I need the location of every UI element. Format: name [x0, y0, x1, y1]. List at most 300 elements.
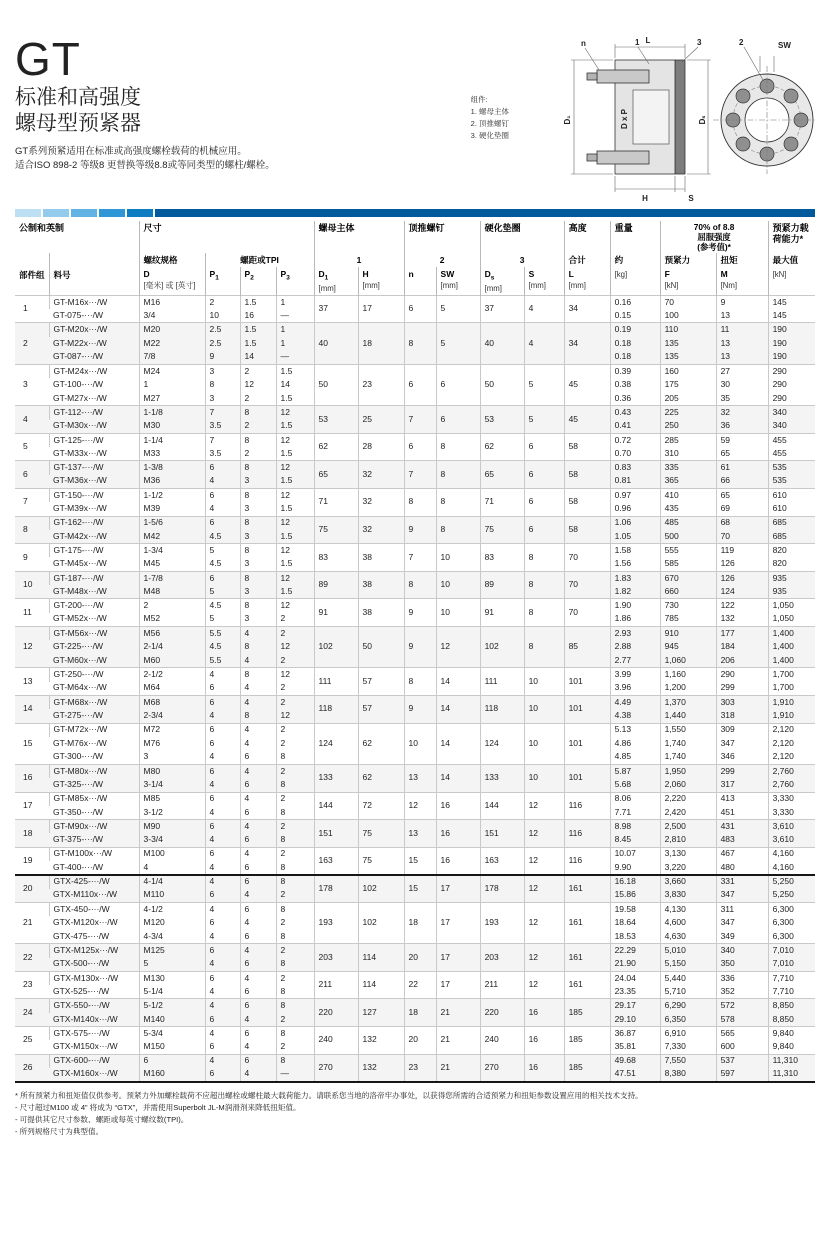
header-push-screws: 顶推螺钉 — [404, 221, 480, 253]
torque-m: 352 — [716, 985, 768, 999]
preload-f: 410 — [660, 489, 716, 503]
nut-body-h: 72 — [358, 792, 404, 820]
part-number: GT-350-···/W — [53, 806, 104, 817]
part-group-number: 17 — [15, 792, 49, 820]
nut-body-d1: 133 — [314, 764, 358, 792]
part-group-number: 22 — [15, 944, 49, 972]
pitch-p3: 1 — [276, 323, 314, 337]
pitch-p1: 6 — [205, 847, 240, 861]
max-capacity: 685 — [768, 530, 815, 544]
max-capacity: 935 — [768, 585, 815, 599]
torque-m: 65 — [716, 447, 768, 461]
pitch-p1: 6 — [205, 571, 240, 585]
table-row — [15, 433, 815, 447]
pitch-p1: 3 — [205, 364, 240, 378]
pitch-p3: 8 — [276, 806, 314, 820]
jackbolt-count-n: 12 — [404, 792, 436, 820]
pitch-p1: 6 — [205, 516, 240, 530]
part-number: GT-075-···/W — [53, 309, 104, 320]
total-height-l: 116 — [564, 820, 610, 848]
thread-size: M42 — [139, 530, 205, 544]
preload-f: 1,370 — [660, 695, 716, 709]
subtitle-line-2: 螺母型预紧器 — [15, 111, 141, 135]
pitch-p3: 1.5 — [276, 364, 314, 378]
washer-ds: 203 — [480, 944, 524, 972]
pitch-p1: 6 — [205, 916, 240, 930]
washer-ds: 91 — [480, 599, 524, 627]
nut-body-d1: 53 — [314, 406, 358, 434]
jackbolt-sw: 17 — [436, 971, 480, 999]
total-height-l: 58 — [564, 516, 610, 544]
nut-body-h: 32 — [358, 489, 404, 517]
torque-m: 32 — [716, 406, 768, 420]
col-num2: 2 — [404, 253, 480, 267]
legend-item-2: 2. 顶推螺钉 — [470, 118, 509, 128]
max-capacity: 290 — [768, 378, 815, 392]
jackbolt-top — [597, 70, 649, 83]
washer-s: 10 — [524, 695, 564, 723]
total-height-l: 58 — [564, 433, 610, 461]
part-group-number: 19 — [15, 847, 49, 875]
pitch-p2: 4 — [240, 764, 276, 778]
part-number: GT-M42x···/W — [49, 530, 139, 544]
col-part-group: 部件组 — [19, 269, 45, 280]
part-group-number: 20 — [15, 875, 49, 903]
jackbolt-count-n: 20 — [404, 1027, 436, 1055]
weight-kg: 10.07 — [610, 847, 660, 861]
pitch-p3: 2 — [276, 737, 314, 751]
torque-m: 431 — [716, 820, 768, 834]
col-num1: 1 — [314, 253, 404, 267]
washer-s: 10 — [524, 668, 564, 696]
weight-kg: 18.64 — [610, 916, 660, 930]
pitch-p3: 12 — [276, 571, 314, 585]
washer-ds: 37 — [480, 295, 524, 323]
part-group-number: 24 — [15, 999, 49, 1027]
max-capacity: 290 — [768, 364, 815, 378]
preload-f: 3,660 — [660, 875, 716, 889]
nut-body-d1: 178 — [314, 875, 358, 903]
nut-body-h: 28 — [358, 433, 404, 461]
thread-size: M60 — [139, 654, 205, 668]
pitch-p2: 3 — [240, 475, 276, 489]
total-height-l: 161 — [564, 875, 610, 903]
pitch-p3: 12 — [276, 489, 314, 503]
weight-kg: 2.77 — [610, 654, 660, 668]
part-group-number: 21 — [15, 902, 49, 943]
pitch-p2: 14 — [240, 351, 276, 365]
pitch-p1: 6 — [205, 971, 240, 985]
nut-body-d1: 270 — [314, 1054, 358, 1082]
weight-kg: 8.06 — [610, 792, 660, 806]
weight-kg: 7.71 — [610, 806, 660, 820]
preload-f: 5,440 — [660, 971, 716, 985]
preload-f: 910 — [660, 626, 716, 640]
preload-f: 5,710 — [660, 985, 716, 999]
torque-m: 290 — [716, 668, 768, 682]
pitch-p2: 2 — [240, 392, 276, 406]
nut-body-d1: 151 — [314, 820, 358, 848]
weight-kg: 1.90 — [610, 599, 660, 613]
nut-body-h: 102 — [358, 902, 404, 943]
part-number: GT-M80x···/W — [49, 764, 139, 778]
thread-size: 3-1/4 — [139, 778, 205, 792]
washer-s: 6 — [524, 516, 564, 544]
max-capacity: 935 — [768, 571, 815, 585]
colorbar-square-1 — [15, 209, 41, 217]
col-p1: $P_1$ — [205, 267, 240, 295]
part-number: GTX-475-···/W — [53, 930, 110, 941]
max-capacity: 145 — [768, 309, 815, 323]
pitch-p2: 4 — [240, 654, 276, 668]
nut-body-d1: 240 — [314, 1027, 358, 1055]
part-number: GT-M20x···/W — [49, 323, 139, 337]
weight-kg: 23.35 — [610, 985, 660, 999]
col-part-number: 料号 — [49, 253, 139, 295]
part-group-number: 18 — [15, 820, 49, 848]
max-capacity: 2,120 — [768, 751, 815, 765]
nut-body-h: 62 — [358, 723, 404, 764]
jackbolt-sw: 21 — [436, 1027, 480, 1055]
weight-kg: 5.87 — [610, 764, 660, 778]
max-capacity: 3,330 — [768, 806, 815, 820]
weight-kg: 0.41 — [610, 420, 660, 434]
pitch-p2: 4 — [240, 792, 276, 806]
weight-kg: 1.58 — [610, 544, 660, 558]
preload-f: 4,600 — [660, 916, 716, 930]
max-capacity: 9,840 — [768, 1027, 815, 1041]
part-group-13 — [15, 668, 815, 696]
washer-ds: 211 — [480, 971, 524, 999]
max-capacity: 820 — [768, 544, 815, 558]
table-row — [15, 902, 815, 916]
pitch-p3: 2 — [276, 847, 314, 861]
table-row — [15, 1054, 815, 1068]
pitch-p1: 7 — [205, 406, 240, 420]
part-number: GT-087-···/W — [49, 351, 139, 365]
nut-body-d1: 211 — [314, 971, 358, 999]
total-height-l: 185 — [564, 999, 610, 1027]
preload-f: 2,500 — [660, 820, 716, 834]
washer-ds: 40 — [480, 323, 524, 364]
pitch-p1: 4 — [205, 999, 240, 1013]
washer-ds: 193 — [480, 902, 524, 943]
thread-size: M48 — [139, 585, 205, 599]
pitch-p1: 4.5 — [205, 557, 240, 571]
washer-s: 10 — [524, 723, 564, 764]
torque-m: 177 — [716, 626, 768, 640]
part-group-11 — [15, 599, 815, 627]
total-height-l: 161 — [564, 971, 610, 999]
pitch-p1: 4 — [205, 985, 240, 999]
washer-s: 5 — [524, 364, 564, 405]
pitch-p1: 2.5 — [205, 323, 240, 337]
pitch-p2: 8 — [240, 668, 276, 682]
brand-colorbar — [15, 209, 815, 217]
pitch-p3: 2 — [276, 764, 314, 778]
thread-size: M33 — [139, 447, 205, 461]
table-row — [15, 944, 815, 958]
pitch-p2: 6 — [240, 985, 276, 999]
max-capacity: 1,700 — [768, 668, 815, 682]
spec-table — [15, 221, 815, 1083]
weight-kg: 0.36 — [610, 392, 660, 406]
table-row — [15, 820, 815, 834]
pitch-p1: 4 — [205, 833, 240, 847]
part-number: GT-M100x···/W — [49, 847, 139, 861]
pitch-p3: 8 — [276, 1054, 314, 1068]
legend-title: 组件: — [470, 94, 488, 104]
pitch-p3: 2 — [276, 971, 314, 985]
thread-size: M27 — [139, 392, 205, 406]
preload-f: 3,830 — [660, 889, 716, 903]
weight-kg: 5.13 — [610, 723, 660, 737]
pitch-p3: 2 — [276, 682, 314, 696]
footnote-2: - 尺寸超过M100 或 4” 将成为 “GTX”，并需使用Superbolt JL-M润滑剂来降低扭矩值。 — [15, 1102, 301, 1112]
max-capacity: 3,610 — [768, 833, 815, 847]
nut-body-h: 132 — [358, 1027, 404, 1055]
thread-size: 3-1/2 — [139, 806, 205, 820]
pitch-p1: 4 — [205, 502, 240, 516]
total-height-l: 185 — [564, 1027, 610, 1055]
nut-body-d1: 50 — [314, 364, 358, 405]
preload-f: 2,220 — [660, 792, 716, 806]
pitch-p3: 1.5 — [276, 585, 314, 599]
max-capacity: 610 — [768, 502, 815, 516]
pitch-p2: 3 — [240, 530, 276, 544]
preload-f: 6,290 — [660, 999, 716, 1013]
part-number: GT-250-···/W — [49, 668, 139, 682]
pitch-p1: 3 — [205, 392, 240, 406]
jackbolt-count-n: 13 — [404, 764, 436, 792]
pitch-p1: 5.5 — [205, 626, 240, 640]
pitch-p2: 6 — [240, 1027, 276, 1041]
nut-body-h: 62 — [358, 764, 404, 792]
part-group-number: 6 — [15, 461, 49, 489]
washer-ds: 178 — [480, 875, 524, 903]
washer-ds: 240 — [480, 1027, 524, 1055]
col-m: M [Nm] — [716, 267, 768, 295]
pitch-p2: 6 — [240, 861, 276, 875]
preload-f: 4,130 — [660, 902, 716, 916]
torque-m: 317 — [716, 778, 768, 792]
pitch-p3: 12 — [276, 433, 314, 447]
nut-body-h: 18 — [358, 323, 404, 364]
jackbolt-count-n: 9 — [404, 599, 436, 627]
pitch-p3: 8 — [276, 902, 314, 916]
pitch-p3: 12 — [276, 544, 314, 558]
thread-size: M36 — [139, 475, 205, 489]
part-group-22 — [15, 944, 815, 972]
thread-size: M39 — [139, 502, 205, 516]
total-height-l: 45 — [564, 364, 610, 405]
part-number: GT-M48x···/W — [49, 585, 139, 599]
pitch-p1: 6 — [205, 489, 240, 503]
pitch-p1: 4 — [205, 875, 240, 889]
pitch-p3: 8 — [276, 833, 314, 847]
part-group-number: 23 — [15, 971, 49, 999]
pitch-p2: 6 — [240, 958, 276, 972]
pitch-p1: 4 — [205, 1027, 240, 1041]
pitch-p1: 3.5 — [205, 420, 240, 434]
max-capacity: 1,400 — [768, 626, 815, 640]
part-group-6 — [15, 461, 815, 489]
torque-m: 350 — [716, 958, 768, 972]
table-row — [15, 295, 815, 309]
pitch-p1: 4 — [205, 861, 240, 875]
max-capacity: 8,850 — [768, 999, 815, 1013]
weight-kg: 9.90 — [610, 861, 660, 875]
total-height-l: 161 — [564, 902, 610, 943]
jackbolt-count-n: 6 — [404, 295, 436, 323]
col-h: H [mm] — [358, 267, 404, 295]
pitch-p1: 6 — [205, 1068, 240, 1082]
jackbolt-top-head — [587, 73, 597, 80]
footnote-4: - 所列规格尺寸为典型值。 — [15, 1127, 104, 1137]
jackbolt-sw: 14 — [436, 764, 480, 792]
pitch-p2: 6 — [240, 1054, 276, 1068]
part-group-17 — [15, 792, 815, 820]
nut-body-d1: 144 — [314, 792, 358, 820]
pitch-p1: 5 — [205, 613, 240, 627]
pitch-p3: 2 — [276, 820, 314, 834]
pitch-p1: 6 — [205, 682, 240, 696]
pitch-p3: 2 — [276, 1013, 314, 1027]
thread-size: 1-3/4 — [139, 544, 205, 558]
pitch-p2: 8 — [240, 640, 276, 654]
part-group-number: 15 — [15, 723, 49, 764]
part-group-20 — [15, 875, 815, 903]
thread-size: M52 — [139, 613, 205, 627]
preload-f: 2,060 — [660, 778, 716, 792]
max-capacity: 145 — [768, 295, 815, 309]
nut-body-h: 114 — [358, 944, 404, 972]
part-number: GT-M33x···/W — [53, 447, 107, 458]
pitch-p2: 8 — [240, 433, 276, 447]
part-number: GT-M52x···/W — [53, 613, 107, 624]
preload-f: 660 — [660, 585, 716, 599]
legend-item-3: 3. 硬化垫圈 — [470, 130, 509, 140]
page-title: GT — [15, 33, 81, 85]
washer-s: 6 — [524, 461, 564, 489]
part-number: GTX-M110x···/W — [49, 889, 139, 903]
pitch-p3: 8 — [276, 875, 314, 889]
part-group-23 — [15, 971, 815, 999]
pitch-p1: 4 — [205, 930, 240, 944]
weight-kg: 0.39 — [610, 364, 660, 378]
pitch-p2: 16 — [240, 309, 276, 323]
thread-size: 1-1/8 — [139, 406, 205, 420]
pitch-p2: 4 — [240, 971, 276, 985]
pitch-p2: 4 — [240, 1040, 276, 1054]
torque-m: 347 — [716, 916, 768, 930]
torque-m: 9 — [716, 295, 768, 309]
pitch-p3: 8 — [276, 778, 314, 792]
torque-m: 572 — [716, 999, 768, 1013]
torque-m: 69 — [716, 502, 768, 516]
pitch-p2: 6 — [240, 902, 276, 916]
jackbolt-sw: 5 — [436, 323, 480, 364]
part-number: GTX-500-···/W — [49, 958, 139, 972]
pitch-p3: 1.5 — [276, 530, 314, 544]
weight-kg: 0.16 — [610, 295, 660, 309]
torque-m: 13 — [716, 351, 768, 365]
part-number: GTX-575-···/W — [49, 1027, 139, 1041]
washer-s: 10 — [524, 764, 564, 792]
thread-size: M76 — [139, 737, 205, 751]
part-group-9 — [15, 544, 815, 572]
thread-size: 2 — [139, 599, 205, 613]
washer-s: 8 — [524, 626, 564, 667]
jackbolt-sw: 8 — [436, 516, 480, 544]
nut-body-h: 38 — [358, 599, 404, 627]
thread-size: 7/8 — [139, 351, 205, 365]
nut-body-d1: 83 — [314, 544, 358, 572]
max-capacity: 2,120 — [768, 737, 815, 751]
max-capacity: 7,710 — [768, 985, 815, 999]
preload-f: 205 — [660, 392, 716, 406]
table-row — [15, 764, 815, 778]
jackbolt-count-n: 23 — [404, 1054, 436, 1082]
jackbolt-count-n: 7 — [404, 544, 436, 572]
nut-body-d1: 40 — [314, 323, 358, 364]
washer-ds: 89 — [480, 571, 524, 599]
part-number: GT-150-···/W — [49, 489, 139, 503]
pitch-p2: 4 — [240, 944, 276, 958]
header-nut-body: 螺母主体 — [314, 221, 404, 253]
washer-ds: 124 — [480, 723, 524, 764]
washer-s: 16 — [524, 999, 564, 1027]
max-capacity: 1,910 — [768, 695, 815, 709]
preload-f: 5,010 — [660, 944, 716, 958]
weight-kg: 0.15 — [610, 309, 660, 323]
footnote-1: * 所有预紧力和扭矩值仅供参考。预紧力外加螺栓载荷不应超出螺栓或螺柱最大载荷能力。请联系您当地的洛帝牢办事处，以获得您所需的合适预紧力和扭矩参数设置应用的相关技术支持。 — [15, 1090, 643, 1100]
footnote-3: - 可提供其它尺寸参数、螺距或每英寸螺纹数(TPI)。 — [15, 1115, 189, 1125]
part-number: GTX-M120x···/W — [53, 917, 118, 928]
part3-label: 3 — [697, 37, 702, 47]
total-height-l: 161 — [564, 944, 610, 972]
jackbolt-count-n: 8 — [404, 323, 436, 364]
washer-ds: 62 — [480, 433, 524, 461]
nut-body-h: 38 — [358, 571, 404, 599]
part-number: GTX-M130x···/W — [49, 971, 139, 985]
torque-m: 119 — [716, 544, 768, 558]
total-height-l: 34 — [564, 323, 610, 364]
pitch-p2: 6 — [240, 999, 276, 1013]
legend-item-1: 1. 螺母主体 — [470, 106, 509, 116]
nut-body-d1: 65 — [314, 461, 358, 489]
torque-m: 336 — [716, 971, 768, 985]
thread-size: 3-3/4 — [139, 833, 205, 847]
part-group-number: 7 — [15, 489, 49, 517]
thread-size: M24 — [139, 364, 205, 378]
pitch-p3: 8 — [276, 930, 314, 944]
pitch-p3: 1.5 — [276, 475, 314, 489]
weight-kg: 0.18 — [610, 337, 660, 351]
part-number: GT-M24x···/W — [49, 364, 139, 378]
pitch-p1: 4 — [205, 751, 240, 765]
total-height-l: 85 — [564, 626, 610, 667]
max-capacity: 1,400 — [768, 640, 815, 654]
colorbar-square-2 — [43, 209, 69, 217]
description-line-1: GT系列预紧适用在标准或高强度螺栓载荷的机械应用。 — [15, 146, 247, 158]
torque-m: 13 — [716, 337, 768, 351]
max-capacity: 6,300 — [768, 930, 815, 944]
col-total: 合计 — [564, 253, 610, 267]
total-height-l: 116 — [564, 847, 610, 875]
torque-m: 11 — [716, 323, 768, 337]
thread-size: 4-1/2 — [139, 902, 205, 916]
